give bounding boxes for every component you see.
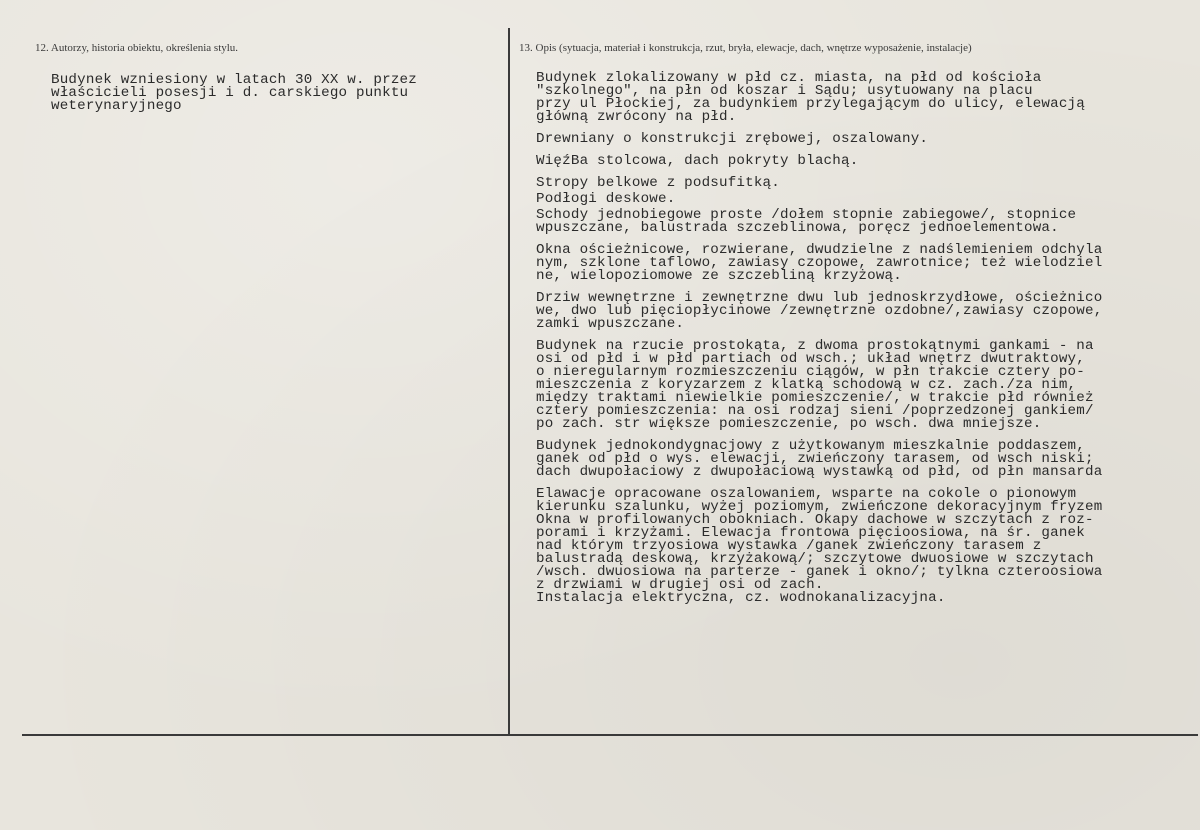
description-line: Okna w profilowanych obokniach. Okapy dachowe w szczytach z roz- <box>536 512 1094 528</box>
description-line: Budynek zlokalizowany w płd cz. miasta, na płd od kościoła <box>536 70 1042 86</box>
description-paragraph <box>536 177 1102 190</box>
description-line: po zach. str większe pomieszczenie, po wsch. dwa mniejsze. <box>536 416 1042 432</box>
description-line: Instalacja elektryczna, cz. wodnokanalizacyjna. <box>536 590 946 606</box>
description-line: "szkolnego", na płn od koszar i Sądu; usytuowany na placu <box>536 83 1033 99</box>
description-line: zamki wpuszczane. <box>536 316 685 332</box>
description-line: Schody jednobiegowe proste /dołem stopnie zabiegowe/, stopnice <box>536 207 1077 223</box>
description-paragraph <box>536 244 1102 283</box>
description-line: balustradą deskową, krzyżakową/; szczytowe dwuosiowe w szczytach <box>536 551 1094 567</box>
description-line: Okna ościeżnicowe, rozwierane, dwudzielne z nadślemieniem odchyla <box>536 242 1103 258</box>
description-paragraph <box>536 488 1102 592</box>
description-paragraph <box>536 592 1102 605</box>
description-line: dach dwupołaciowy z dwupołaciową wystawką od płd, od płn mansarda <box>536 464 1103 480</box>
history-text <box>51 74 417 113</box>
description-paragraph <box>536 193 1102 206</box>
description-line: mieszczenia z koryzarzem z klatką schodową w cz. zach./za nim, <box>536 377 1077 393</box>
description-line: nym, szklone taflowo, zawiasy czopowe, zawrotnice; też wielodziel <box>536 255 1103 271</box>
description-line: Elawacje opracowane oszalowaniem, wsparte na cokole o pionowym <box>536 486 1077 502</box>
description-paragraph <box>536 209 1102 235</box>
history-line: weterynaryjnego <box>51 98 182 114</box>
description-text <box>536 72 1102 605</box>
description-line: ganek od płd o wys. elewacji, zwieńczony tarasem, od wsch niski; <box>536 451 1094 467</box>
history-line: właścicieli posesji i d. carskiego punktu <box>51 85 409 101</box>
description-paragraph <box>536 72 1102 124</box>
description-paragraph <box>536 133 1102 146</box>
description-line: wpuszczane, balustrada szczeblinowa, poręcz jednoelementowa. <box>536 220 1059 236</box>
history-line: Budynek wzniesiony w latach 30 XX w. przez <box>51 72 417 88</box>
column-divider <box>508 28 510 735</box>
description-line: Budynek na rzucie prostokąta, z dwoma prostokątnymi gankami - na <box>536 338 1094 354</box>
bottom-rule <box>22 734 1198 736</box>
description-line: nad którym trzyosiowa wystawka /ganek zwieńczony tarasem z <box>536 538 1042 554</box>
section-13-header: 13. Opis (sytuacja, materiał i konstrukcja, rzut, bryła, elewacje, dach, wnętrze wyposażenie, instalacje) <box>519 42 972 54</box>
description-line: z drzwiami w drugiej osi od zach. <box>536 577 824 593</box>
description-paragraph <box>536 440 1102 479</box>
description-line: główną zwrócony na płd. <box>536 109 737 125</box>
description-line: WięźBa stolcowa, dach pokryty blachą. <box>536 153 859 169</box>
description-line: /wsch. dwuosiowa na parterze - ganek i okno/; tylkna czteroosiowa <box>536 564 1103 580</box>
description-line: między traktami niewielkie pomieszczenie/, w trakcie płd również <box>536 390 1094 406</box>
description-line: o nieregularnym rozmieszczeniu ciągów, w płn trakcie cztery po- <box>536 364 1085 380</box>
description-paragraph <box>536 340 1102 431</box>
description-line: osi od płd i w płd partiach od wsch.; układ wnętrz dwutraktowy, <box>536 351 1085 367</box>
description-line: porami i krzyżami. Elewacja frontowa pięcioosiowa, na śr. ganek <box>536 525 1085 541</box>
description-line: Drziw wewnętrzne i zewnętrzne dwu lub jednoskrzydłowe, ościeżnico <box>536 290 1103 306</box>
section-12-header: 12. Autorzy, historia obiektu, określenia stylu. <box>35 42 239 54</box>
description-line: cztery pomieszczenia: na osi rodzaj sieni /poprzedzonej gankiem/ <box>536 403 1094 419</box>
description-line: we, dwo lub pięciopłycinowe /zewnętrzne ozdobne/,zawiasy czopowe, <box>536 303 1103 319</box>
description-paragraph <box>536 292 1102 331</box>
description-line: Podłogi deskowe. <box>536 191 676 207</box>
description-line: Stropy belkowe z podsufitką. <box>536 175 780 191</box>
description-line: Budynek jednokondygnacjowy z użytkowanym mieszkalnie poddaszem, <box>536 438 1085 454</box>
description-line: ne, wielopoziomowe ze szczebliną krzyżową. <box>536 268 902 284</box>
description-paragraph <box>536 155 1102 168</box>
description-line: kierunku szalunku, wyżej poziomym, zwieńczone dekoracyjnym fryzem <box>536 499 1103 515</box>
description-line: przy ul Płockiej, za budynkiem przylegającym do ulicy, elewacją <box>536 96 1085 112</box>
description-line: Drewniany o konstrukcji zrębowej, oszalowany. <box>536 131 929 147</box>
